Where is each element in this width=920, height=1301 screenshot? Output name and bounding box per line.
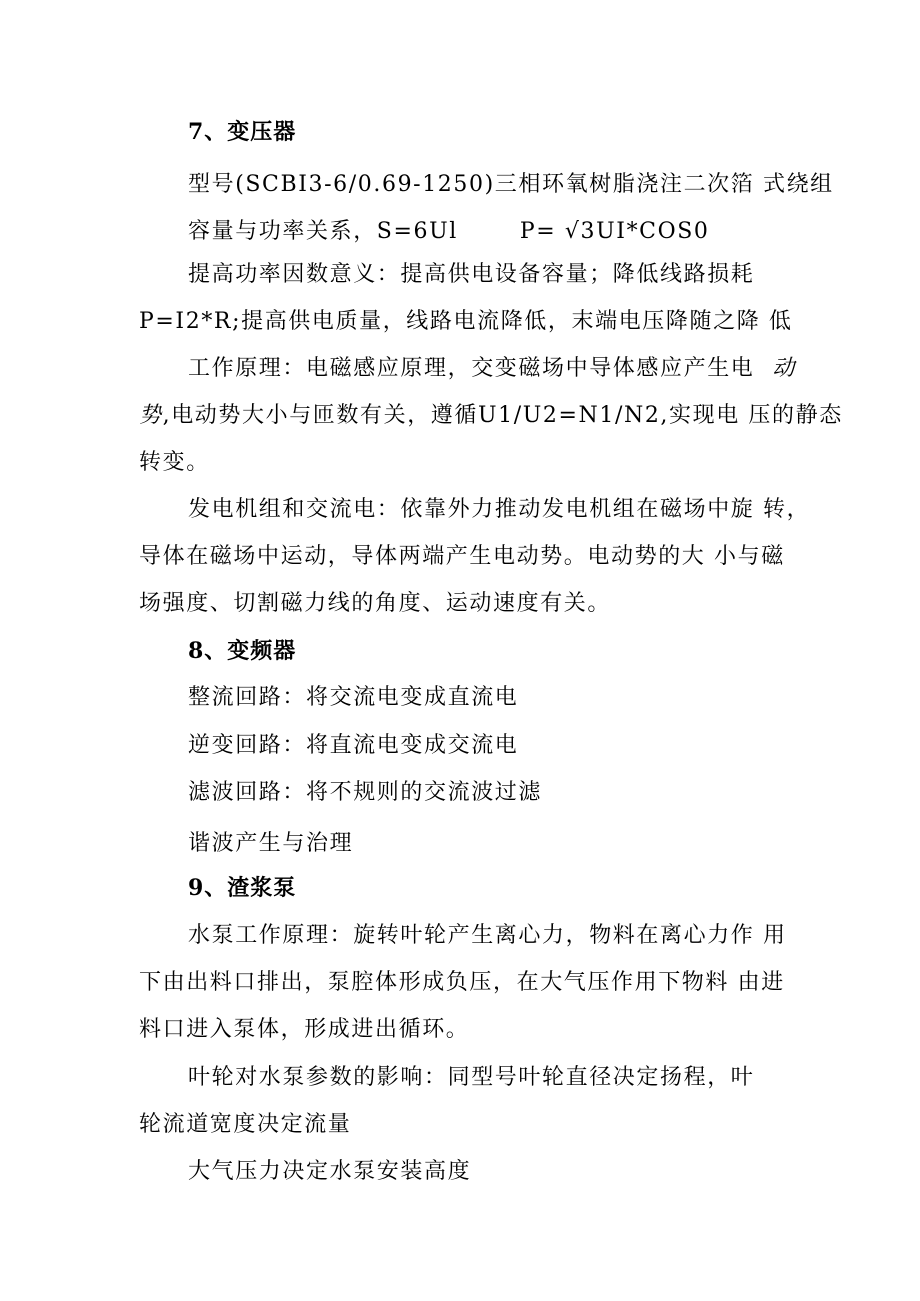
impeller-line-1: 叶轮对水泵参数的影响：同型号叶轮直径决定扬程，叶 (188, 1065, 755, 1090)
rectifier-line: 整流回路：将交流电变成直流电 (188, 685, 519, 710)
working-principle-italic: 动 (772, 356, 797, 381)
power-factor-line-1: 提高功率因数意义：提高供电设备容量；降低线路损耗 (188, 262, 755, 287)
filter-line: 滤波回路：将不规则的交流波过滤 (188, 780, 543, 805)
harmonic-line: 谐波产生与治理 (188, 831, 354, 856)
inverter-line: 逆变回路：将直流电变成交流电 (188, 733, 519, 758)
capacity-power-line (188, 217, 710, 247)
working-principle-text: 工作原理：电磁感应原理，交变磁场中导体感应产生电 (188, 356, 755, 381)
working-principle-line-3: 转变。 (139, 450, 210, 475)
section-9-heading: 9、渣浆泵 (188, 875, 297, 901)
impeller-line-2: 轮流道宽度决定流量 (139, 1112, 352, 1137)
working-principle-line-1 (188, 354, 796, 384)
pump-principle-line-2: 下由出料口排出，泵腔体形成负压，在大气压作用下物料 由进 (139, 970, 785, 995)
working-principle-line-2 (139, 401, 843, 431)
pump-principle-line-1: 水泵工作原理：旋转叶轮产生离心力，物料在离心力作 用 (188, 923, 787, 948)
generator-line-3: 场强度、切割磁力线的角度、运动速度有关。 (139, 591, 612, 616)
generator-line-1: 发电机组和交流电：依靠外力推动发电机组在磁场中旋 转， (188, 497, 811, 522)
power-factor-line-2: P=I2*R;提高供电质量，线路电流降低，末端电压降随之降 低 (139, 309, 793, 334)
capacity-formula-s: 容量与功率关系，S=6Ul (188, 219, 458, 244)
capacity-formula-p: P= √3UI*COS0 (519, 219, 710, 244)
working-principle-text-2: ,电动势大小与匝数有关，遵循U1/U2=N1/N2,实现电 压的静态 (162, 403, 843, 428)
pump-principle-line-3: 料口进入泵体，形成进出循环。 (139, 1017, 470, 1042)
generator-line-2: 导体在磁场中运动，导体两端产生电动势。电动势的大 小与磁 (139, 544, 785, 569)
atmospheric-pressure-line: 大气压力决定水泵安装高度 (188, 1159, 472, 1184)
section-8-heading: 8、变频器 (188, 638, 297, 664)
section-7-heading: 7、变压器 (188, 119, 297, 145)
working-principle-italic-2: 势 (139, 403, 163, 428)
transformer-model-line: 型号(SCBI3-6/0.69-1250)三相环氧树脂浇注二次箔 式绕组 (188, 172, 834, 197)
